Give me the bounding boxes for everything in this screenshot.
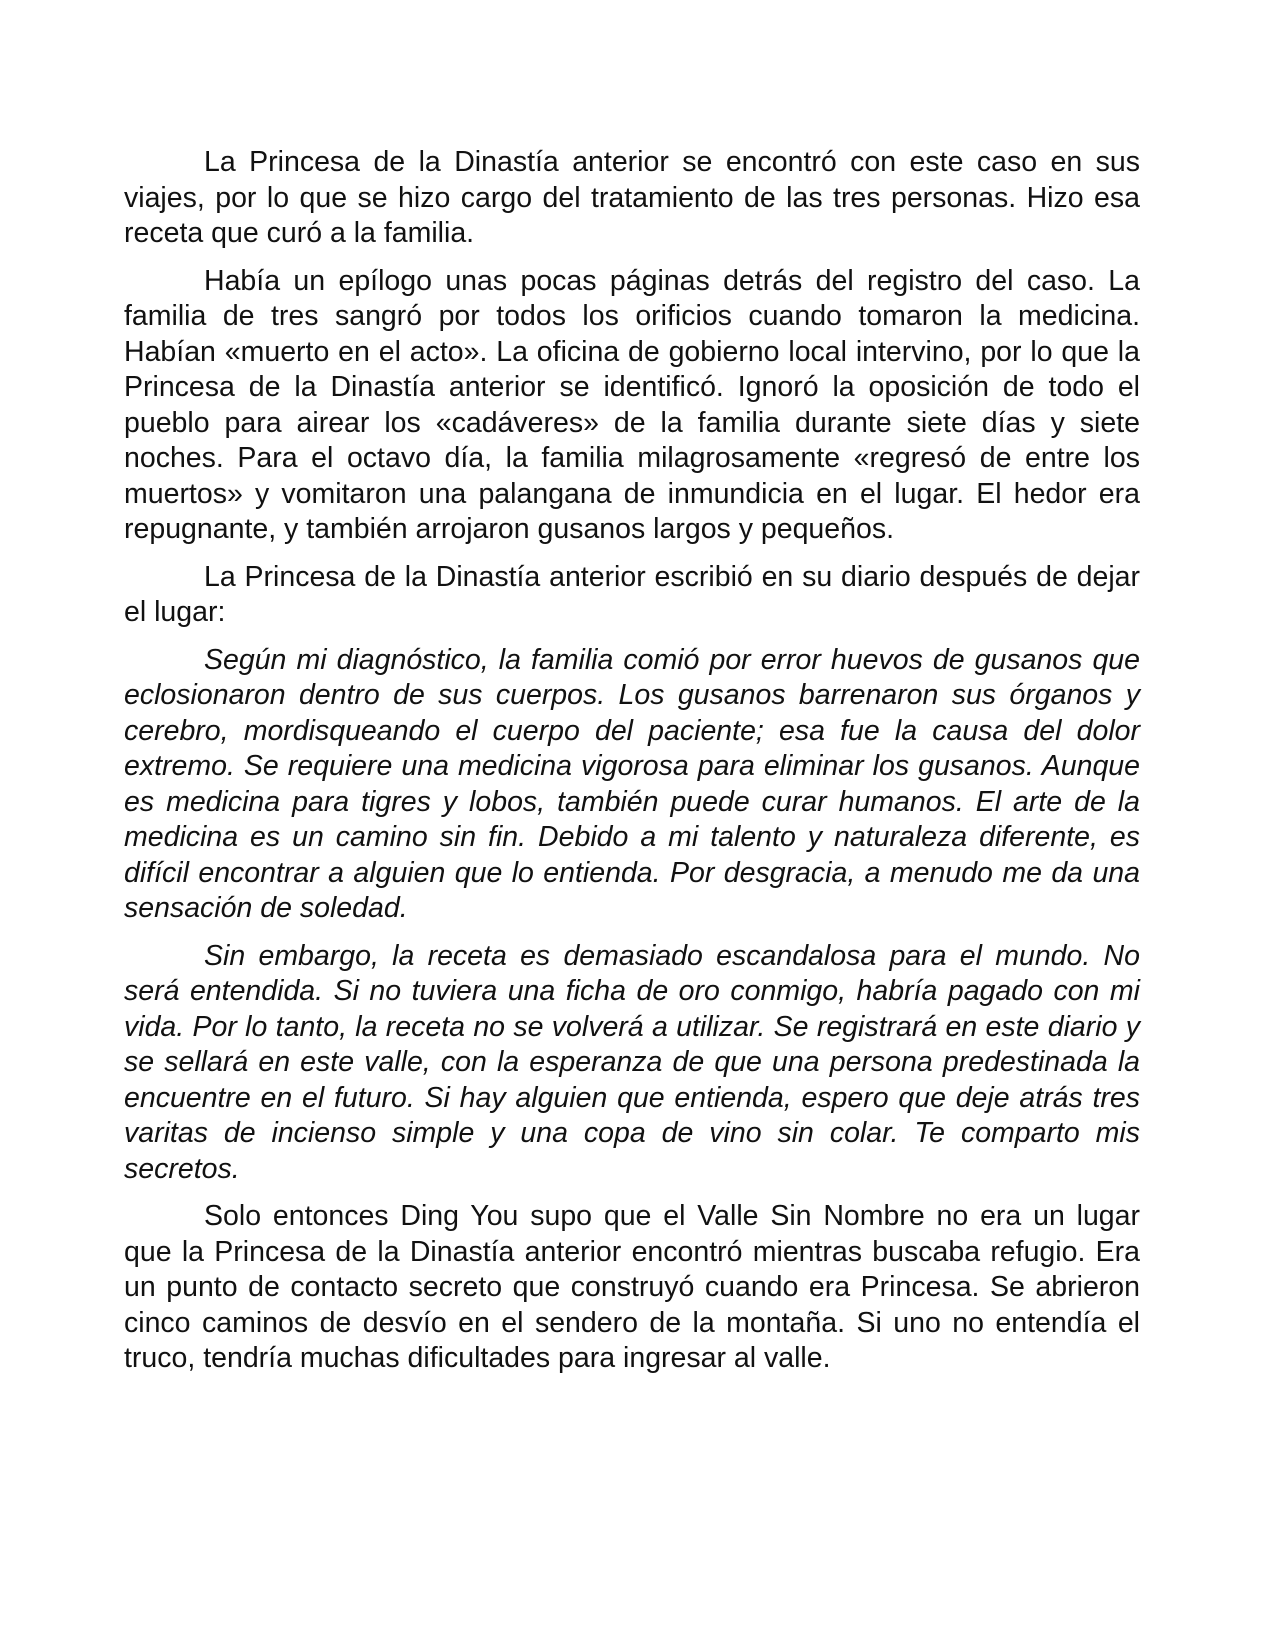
paragraph-3: La Princesa de la Dinastía anterior escribió en su diario después de dejar el lugar: <box>124 560 1140 628</box>
paragraph-2: Había un epílogo unas pocas páginas detrás del registro del caso. La familia de tres sangró por todos los orificios cuando tomaron la medicina. Habían «muerto en el acto». La oficina de gobierno local intervino, por lo que la Princesa de la Dinastía anterior se identificó. Ignoró la oposición de todo el pueblo para airear los «cadáveres» de la familia durante siete días y siete noches. Para el octavo día, la familia milagrosamente «regresó de entre los muertos» y vomitaron una palangana de inmundicia en el lugar. El hedor era repugnante, y también arrojaron gusanos largos y pequeños. <box>124 264 1140 545</box>
body-text <box>124 145 1140 1389</box>
paragraph-1: La Princesa de la Dinastía anterior se encontró con este caso en sus viajes, por lo que se hizo cargo del tratamiento de las tres personas. Hizo esa receta que curó a la familia. <box>124 146 1140 249</box>
diary-quote-paragraph-2: Sin embargo, la receta es demasiado escandalosa para el mundo. No será entendida. Si no tuviera una ficha de oro conmigo, habría pagado con mi vida. Por lo tanto, la receta no se volverá a utilizar. Se registrará en este diario y se sellará en este valle, con la esperanza de que una persona predestinada la encuentre en el futuro. Si hay alguien que entienda, espero que deje atrás tres varitas de incienso simple y una copa de vino sin colar. Te comparto mis secretos. <box>124 939 1140 1185</box>
paragraph-6: Solo entonces Ding You supo que el Valle Sin Nombre no era un lugar que la Princesa de la Dinastía anterior encontró mientras buscaba refugio. Era un punto de contacto secreto que construyó cuando era Princesa. Se abrieron cinco caminos de desvío en el sendero de la montaña. Si uno no entendía el truco, tendría muchas dificultades para ingresar al valle. <box>124 1200 1140 1374</box>
diary-quote-paragraph-1: Según mi diagnóstico, la familia comió por error huevos de gusanos que eclosionaron dentro de sus cuerpos. Los gusanos barrenaron sus órganos y cerebro, mordisqueando el cuerpo del paciente; esa fue la causa del dolor extremo. Se requiere una medicina vigorosa para eliminar los gusanos. Aunque es medicina para tigres y lobos, también puede curar humanos. El arte de la medicina es un camino sin fin. Debido a mi talento y naturaleza diferente, es difícil encontrar a alguien que lo entienda. Por desgracia, a menudo me da una sensación de soledad. <box>124 643 1140 924</box>
